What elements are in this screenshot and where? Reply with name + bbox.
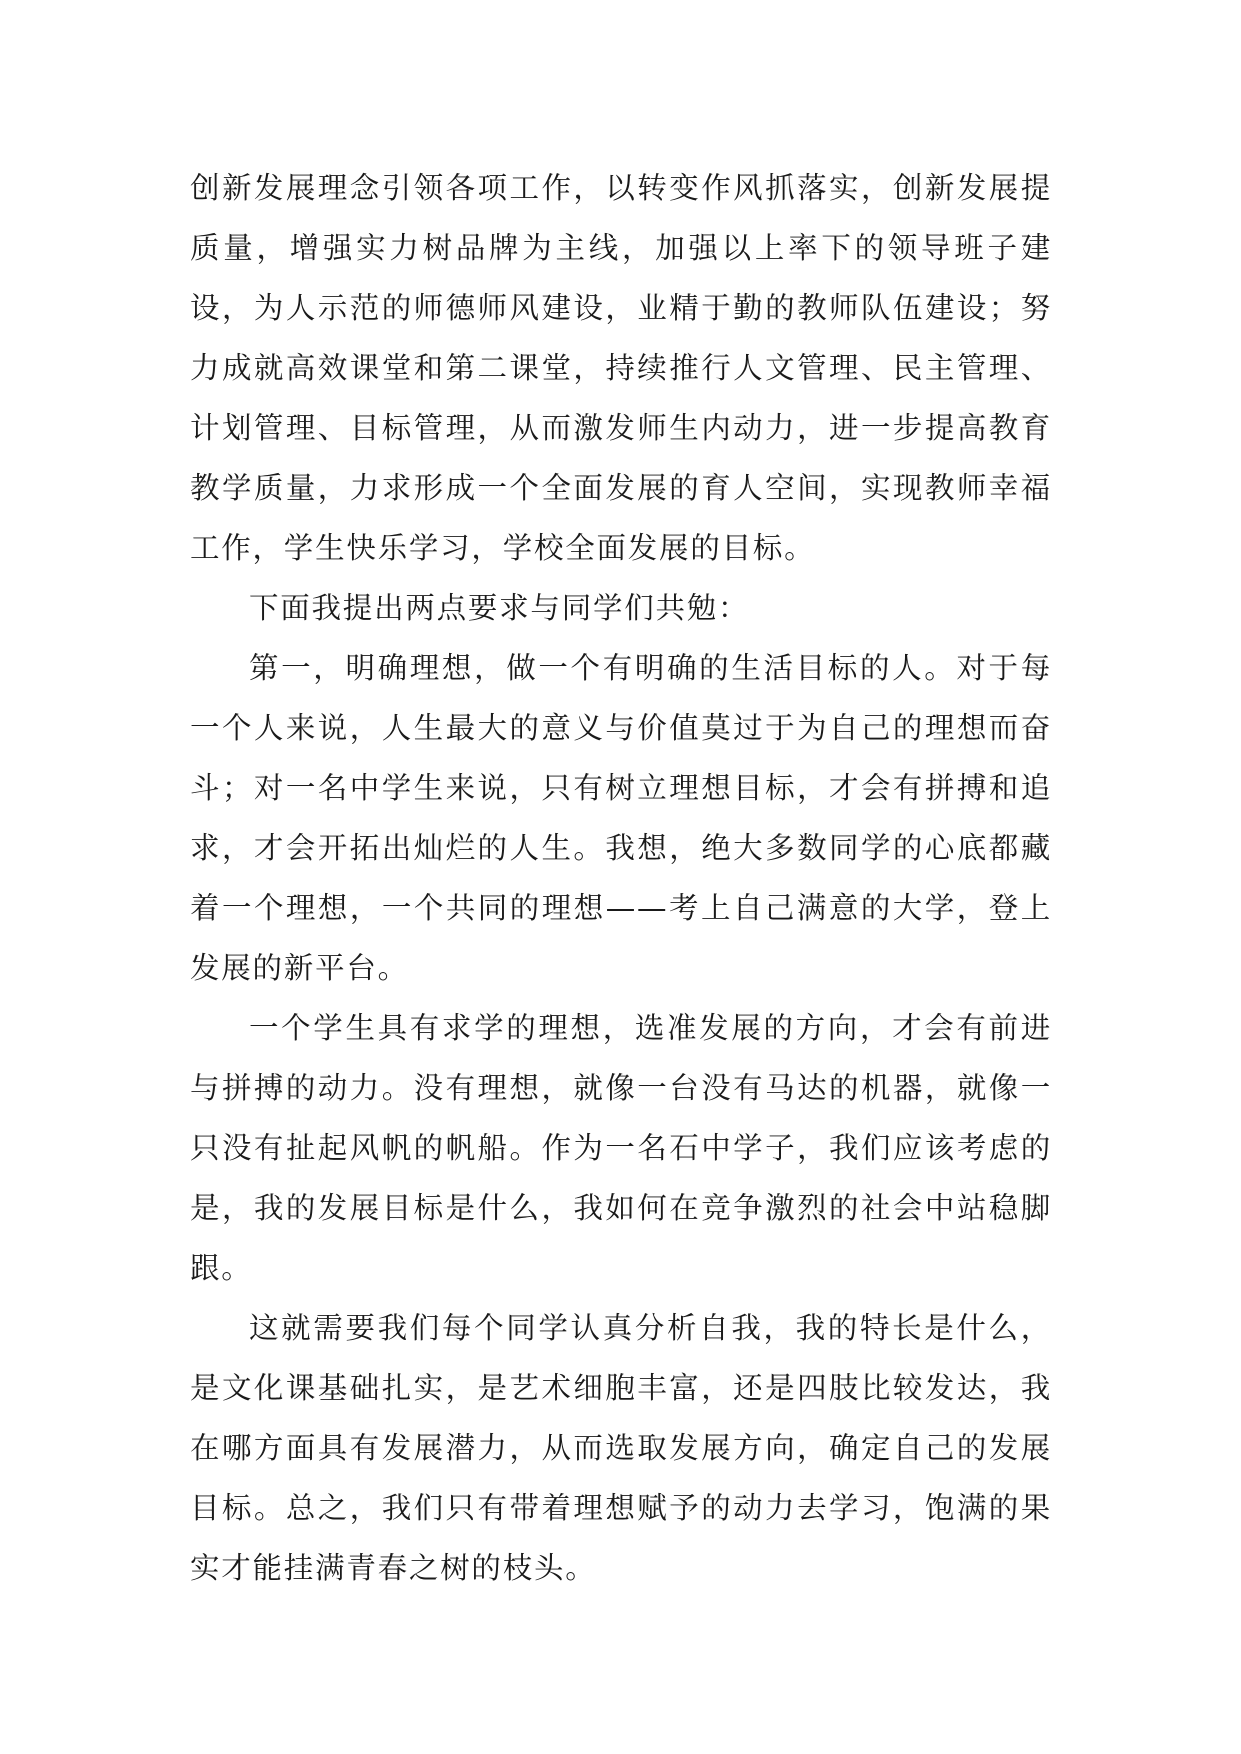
document-body xyxy=(190,158,1052,1598)
paragraph-5: 这就需要我们每个同学认真分析自我，我的特长是什么，是文化课基础扎实，是艺术细胞丰富，还是四肢比较发达，我在哪方面具有发展潜力，从而选取发展方向，确定自己的发展目标。总之，我们只有带着理想赋予的动力去学习，饱满的果实才能挂满青春之树的枝头。 xyxy=(190,1311,1052,1585)
paragraph-3: 第一，明确理想，做一个有明确的生活目标的人。对于每一个人来说，人生最大的意义与价值莫过于为自己的理想而奋斗；对一名中学生来说，只有树立理想目标，才会有拼搏和追求，才会开拓出灿烂的人生。我想，绝大多数同学的心底都藏着一个理想，一个共同的理想——考上自己满意的大学，登上发展的新平台。 xyxy=(190,651,1052,985)
paragraph-4: 一个学生具有求学的理想，选准发展的方向，才会有前进与拼搏的动力。没有理想，就像一台没有马达的机器，就像一只没有扯起风帆的帆船。作为一名石中学子，我们应该考虑的是，我的发展目标是什么，我如何在竞争激烈的社会中站稳脚跟。 xyxy=(190,1011,1052,1285)
paragraph-2: 下面我提出两点要求与同学们共勉： xyxy=(249,591,750,625)
paragraph-1: 创新发展理念引领各项工作，以转变作风抓落实，创新发展提质量，增强实力树品牌为主线，加强以上率下的领导班子建设，为人示范的师德师风建设，业精于勤的教师队伍建设；努力成就高效课堂和第二课堂，持续推行人文管理、民主管理、计划管理、目标管理，从而激发师生内动力，进一步提高教育教学质量，力求形成一个全面发展的育人空间，实现教师幸福工作，学生快乐学习，学校全面发展的目标。 xyxy=(190,171,1052,565)
